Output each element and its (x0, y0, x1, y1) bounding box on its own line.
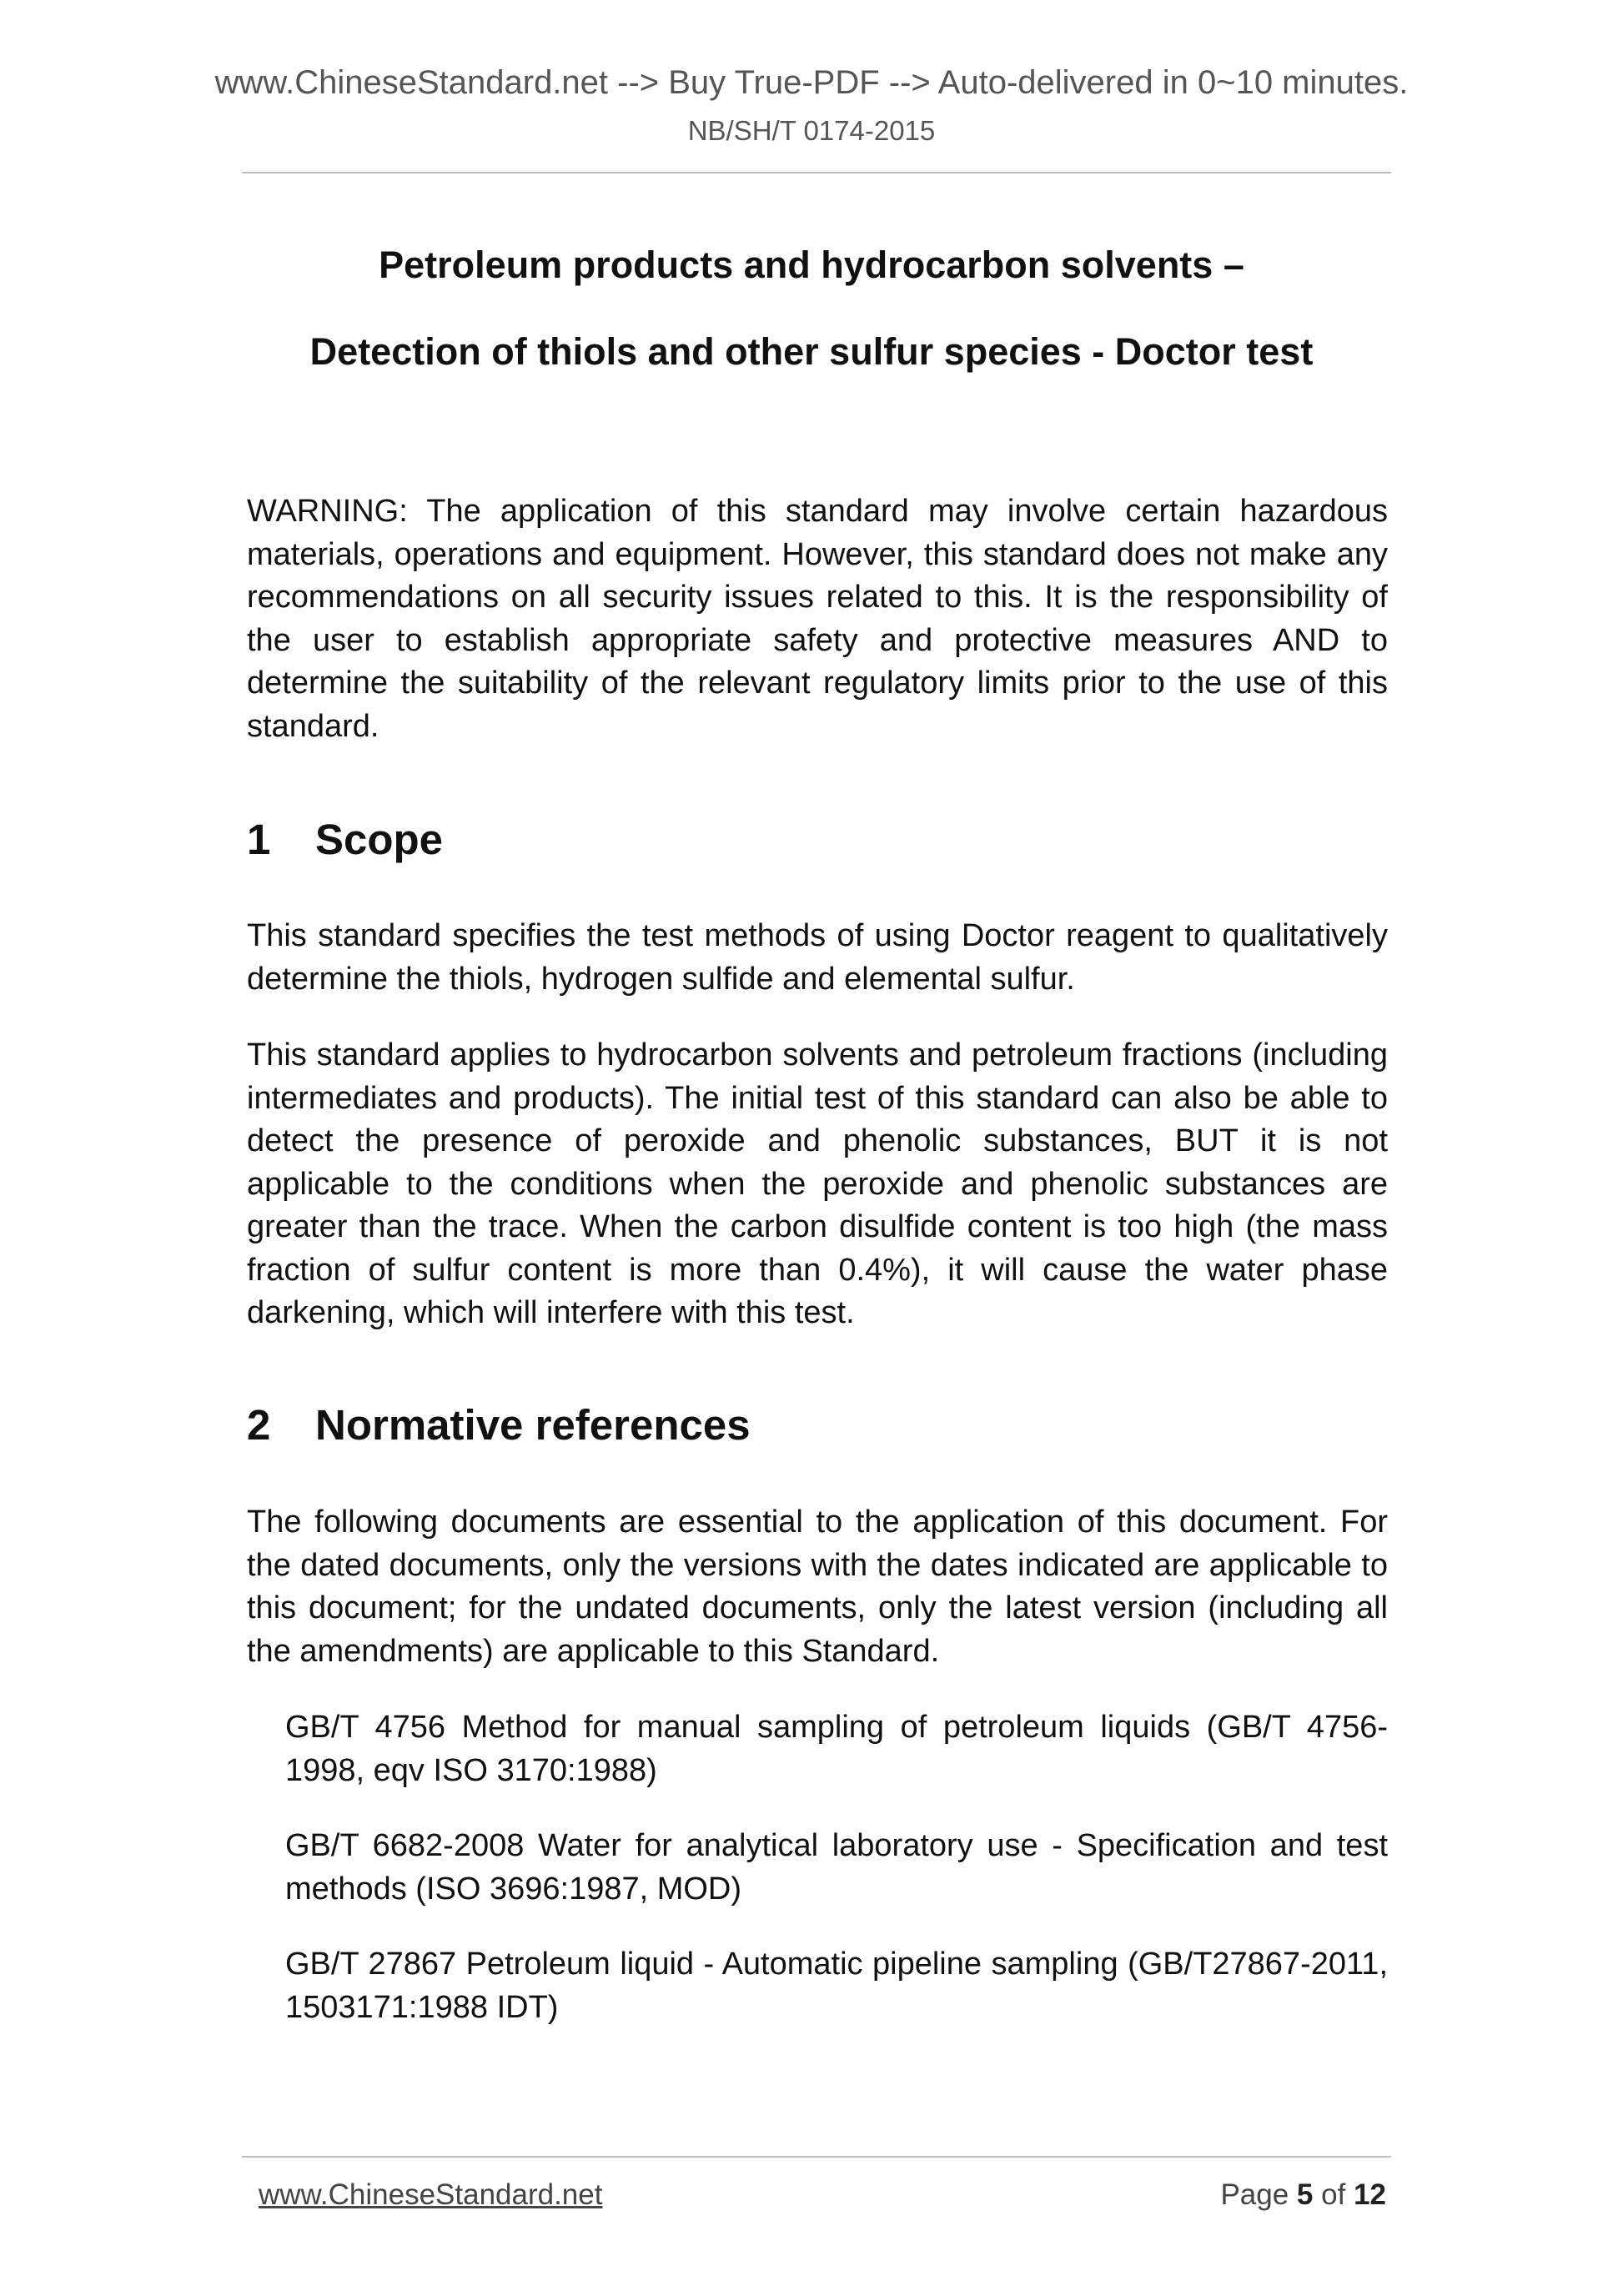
footer-website-link[interactable]: www.ChineseStandard.net (259, 2178, 603, 2211)
page-label: Page (1220, 2178, 1289, 2211)
document-title-line2: Detection of thiols and other sulfur species - Doctor test (309, 330, 1314, 373)
scope-paragraph-1: This standard specifies the test methods of using Doctor reagent to qualitatively determine the thiols, hydrogen sulfide and elemental sulfur. (247, 918, 1388, 997)
section-title: Scope (315, 816, 444, 863)
page-header (0, 60, 1623, 150)
footer-divider (242, 2156, 1391, 2158)
header-divider (242, 172, 1391, 173)
header-standard-number: NB/SH/T 0174-2015 (687, 115, 936, 146)
section-2-heading (247, 1399, 1388, 1452)
section-number: 2 (247, 1401, 271, 1449)
footer-page-indicator (1220, 2178, 1386, 2212)
reference-item: GB/T 6682-2008 Water for analytical laboratory use - Specification and test methods (ISO 3696:1987, MOD) (285, 1828, 1388, 1907)
section-title: Normative references (315, 1401, 751, 1449)
scope-paragraph-2-block (247, 1034, 1388, 1335)
of-label: of (1321, 2178, 1346, 2211)
warning-paragraph: WARNING: The application of this standard may involve certain hazardous materials, operations and equipment. However, this standard does not make any recommendations on all security issues related to this. It is the responsibility of the user to establish appropriate safety and protective measures AND to determine the suitability of the relevant regulatory limits prior to the use of this standard. (247, 494, 1388, 744)
header-banner[interactable]: www.ChineseStandard.net --> Buy True-PDF --> Auto-delivered in 0~10 minutes. (214, 64, 1409, 101)
scope-paragraph-1-block (247, 915, 1388, 1001)
references-intro-block (247, 1501, 1388, 1673)
section-number: 1 (247, 816, 271, 863)
document-title-line1: Petroleum products and hydrocarbon solvents – (379, 244, 1244, 286)
warning-block (247, 490, 1388, 748)
reference-item: GB/T 27867 Petroleum liquid - Automatic pipeline sampling (GB/T27867-2011, 1503171:1988 IDT) (285, 1947, 1388, 2025)
reference-item: GB/T 4756 Method for manual sampling of petroleum liquids (GB/T 4756-1998, eqv ISO 3170:1988) (285, 1710, 1388, 1788)
total-pages-number: 12 (1354, 2178, 1386, 2211)
current-page-number: 5 (1296, 2178, 1314, 2211)
references-intro-paragraph: The following documents are essential to the application of this document. For the dated documents, only the versions with the dates indicated are applicable to this document; for the undated documents, only the latest version (including all the amendments) are applicable to this Standard. (247, 1505, 1388, 1669)
scope-paragraph-2: This standard applies to hydrocarbon solvents and petroleum fractions (including intermediates and products). The initial test of this standard can also be able to detect the presence of peroxide and phenolic substances, BUT it is not applicable to the conditions when the peroxide and phenolic substances are greater than the trace. When the carbon disulfide content is too high (the mass fraction of sulfur content is more than 0.4%), it will cause the water phase darkening, which will interfere with this test. (247, 1037, 1388, 1330)
section-1-heading (247, 813, 1388, 867)
